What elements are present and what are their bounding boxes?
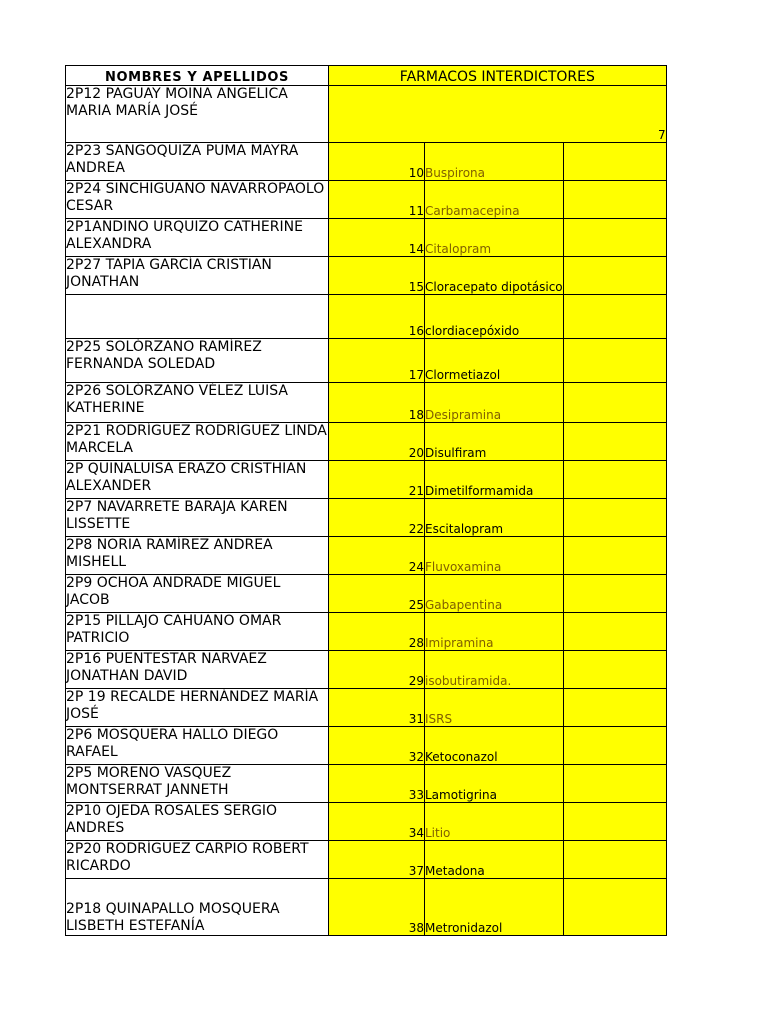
table-row <box>66 461 667 499</box>
header-row <box>66 66 667 86</box>
drug-name-cell[interactable]: ISRS <box>425 689 564 727</box>
empty-cell[interactable] <box>563 727 666 765</box>
table-row <box>66 765 667 803</box>
student-name-cell[interactable]: 2P1ANDINO URQUIZO CATHERINE ALEXANDRA <box>66 219 329 257</box>
empty-cell[interactable] <box>563 499 666 537</box>
student-name-cell[interactable]: 2P9 OCHOA ANDRADE MIGUEL JACOB <box>66 575 329 613</box>
student-name-cell[interactable]: 2P7 NAVARRETE BARAJA KAREN LISSETTE <box>66 499 329 537</box>
drug-name-cell[interactable]: Buspirona <box>425 143 564 181</box>
drug-name-cell[interactable]: Disulfiram <box>425 423 564 461</box>
student-name-cell[interactable]: 2P20 RODRÍGUEZ CARPIO ROBERT RICARDO <box>66 841 329 879</box>
drug-number-cell[interactable]: 14 <box>329 219 425 257</box>
empty-cell[interactable] <box>563 143 666 181</box>
drug-number-cell[interactable]: 15 <box>329 257 425 295</box>
drug-name-cell[interactable]: isobutiramida. <box>425 651 564 689</box>
drug-number-cell[interactable]: 37 <box>329 841 425 879</box>
student-name-cell[interactable]: 2P5 MORENO VASQUEZ MONTSERRAT JANNETH <box>66 765 329 803</box>
student-name-cell[interactable]: 2P26 SOLÓRZANO VÉLEZ LUISA KATHERINE <box>66 383 329 423</box>
table-row <box>66 295 667 339</box>
empty-cell[interactable] <box>563 219 666 257</box>
student-name-cell[interactable]: 2P24 SINCHIGUANO NAVARROPAOLO CESAR <box>66 181 329 219</box>
table-row <box>66 339 667 383</box>
table-row <box>66 383 667 423</box>
empty-cell[interactable] <box>563 765 666 803</box>
drug-number-cell[interactable]: 11 <box>329 181 425 219</box>
student-name-cell[interactable]: 2P21 RODRÍGUEZ RODRÍGUEZ LINDA MARCELA <box>66 423 329 461</box>
drug-name-cell[interactable]: Desipramina <box>425 383 564 423</box>
table-row <box>66 181 667 219</box>
drug-name-cell[interactable]: Litio <box>425 803 564 841</box>
drug-name-cell[interactable]: Dimetilformamida <box>425 461 564 499</box>
empty-cell[interactable] <box>563 651 666 689</box>
table-row <box>66 613 667 651</box>
table-row <box>66 727 667 765</box>
drug-number-cell[interactable]: 38 <box>329 879 425 936</box>
student-name-cell[interactable]: 2P18 QUINAPALLO MOSQUERA LISBETH ESTEFANÍA <box>66 879 329 936</box>
table-row <box>66 841 667 879</box>
table-row <box>66 879 667 936</box>
student-name-cell[interactable]: 2P27 TAPIA GARCÍA CRISTIAN JONATHAN <box>66 257 329 295</box>
student-name-cell[interactable]: 2P16 PUENTESTAR NARVAEZ JONATHAN DAVID <box>66 651 329 689</box>
empty-cell[interactable] <box>563 613 666 651</box>
drug-name-cell[interactable]: Carbamacepina <box>425 181 564 219</box>
drug-name-cell[interactable]: clordiacepóxido <box>425 295 564 339</box>
drug-name-cell[interactable]: Clormetiazol <box>425 339 564 383</box>
drug-number-cell[interactable]: 32 <box>329 727 425 765</box>
student-name-cell[interactable]: 2P8 NORIA RAMÍREZ ANDREA MISHELL <box>66 537 329 575</box>
empty-cell[interactable] <box>563 295 666 339</box>
header-drugs-cell[interactable]: FARMACOS INTERDICTORES <box>329 66 667 86</box>
drug-name-cell[interactable]: Gabapentina <box>425 575 564 613</box>
drug-number-cell[interactable]: 18 <box>329 383 425 423</box>
student-name-cell[interactable]: 2P25 SOLÓRZANO RAMÍREZ FERNANDA SOLEDAD <box>66 339 329 383</box>
drug-name-cell[interactable]: Lamotigrina <box>425 765 564 803</box>
empty-cell[interactable] <box>563 537 666 575</box>
student-name-cell[interactable]: 2P QUINALUISA ERAZO CRISTHIAN ALEXANDER <box>66 461 329 499</box>
empty-cell[interactable] <box>563 461 666 499</box>
drug-number-cell[interactable]: 25 <box>329 575 425 613</box>
empty-cell[interactable] <box>563 339 666 383</box>
drug-name-cell[interactable]: Escitalopram <box>425 499 564 537</box>
header-names-cell[interactable]: NOMBRES Y APELLIDOS <box>66 66 329 86</box>
empty-cell[interactable] <box>563 879 666 936</box>
drug-number-cell[interactable]: 17 <box>329 339 425 383</box>
drug-name-cell[interactable]: Fluvoxamina <box>425 537 564 575</box>
table-row <box>66 423 667 461</box>
drug-name-cell[interactable]: Metronidazol <box>425 879 564 936</box>
table-row <box>66 575 667 613</box>
drug-number-cell[interactable]: 33 <box>329 765 425 803</box>
drug-number-cell[interactable]: 22 <box>329 499 425 537</box>
drug-number-cell[interactable]: 20 <box>329 423 425 461</box>
drug-name-cell[interactable]: Citalopram <box>425 219 564 257</box>
empty-cell[interactable] <box>563 383 666 423</box>
drug-number-cell[interactable]: 28 <box>329 613 425 651</box>
drug-number-cell[interactable]: 16 <box>329 295 425 339</box>
table-row <box>66 537 667 575</box>
student-name-cell[interactable]: 2P15 PILLAJO CAHUANO OMAR PATRICIO <box>66 613 329 651</box>
empty-cell[interactable] <box>563 689 666 727</box>
student-name-cell[interactable]: 2P6 MOSQUERA HALLO DIEGO RAFAEL <box>66 727 329 765</box>
drug-name-cell[interactable]: Ketoconazol <box>425 727 564 765</box>
empty-cell[interactable] <box>563 423 666 461</box>
drug-name-cell[interactable]: Imipramina <box>425 613 564 651</box>
drug-name-cell[interactable]: Cloracepato dipotásico <box>425 257 564 295</box>
empty-cell[interactable] <box>563 257 666 295</box>
table-row <box>66 257 667 295</box>
drug-number-cell[interactable]: 10 <box>329 143 425 181</box>
drug-number-cell[interactable]: 21 <box>329 461 425 499</box>
table-row <box>66 651 667 689</box>
student-name-cell[interactable]: 2P10 OJEDA ROSALES SERGIO ANDRES <box>66 803 329 841</box>
table-row <box>66 499 667 537</box>
student-name-cell[interactable]: 2P 19 RECALDE HERNÁNDEZ MARÍA JOSÉ <box>66 689 329 727</box>
empty-cell[interactable] <box>563 803 666 841</box>
drug-name-cell[interactable]: Metadona <box>425 841 564 879</box>
empty-cell[interactable] <box>563 841 666 879</box>
student-name-cell[interactable]: 2P23 SANGOQUIZA PUMA MAYRA ANDREA <box>66 143 329 181</box>
drug-number-cell[interactable]: 29 <box>329 651 425 689</box>
empty-cell[interactable] <box>563 575 666 613</box>
empty-cell[interactable] <box>563 181 666 219</box>
spreadsheet-table <box>65 65 667 936</box>
table-row <box>66 803 667 841</box>
table-row <box>66 143 667 181</box>
table-row <box>66 219 667 257</box>
table-row <box>66 86 667 143</box>
student-name-cell[interactable] <box>66 295 329 339</box>
drug-number-cell[interactable]: 7 <box>329 86 667 143</box>
table-row <box>66 689 667 727</box>
student-name-cell[interactable]: 2P12 PAGUAY MOINA ANGELICA MARIA MARÍA JOSÉ <box>66 86 329 143</box>
drug-number-cell[interactable]: 31 <box>329 689 425 727</box>
drug-number-cell[interactable]: 34 <box>329 803 425 841</box>
drug-number-cell[interactable]: 24 <box>329 537 425 575</box>
